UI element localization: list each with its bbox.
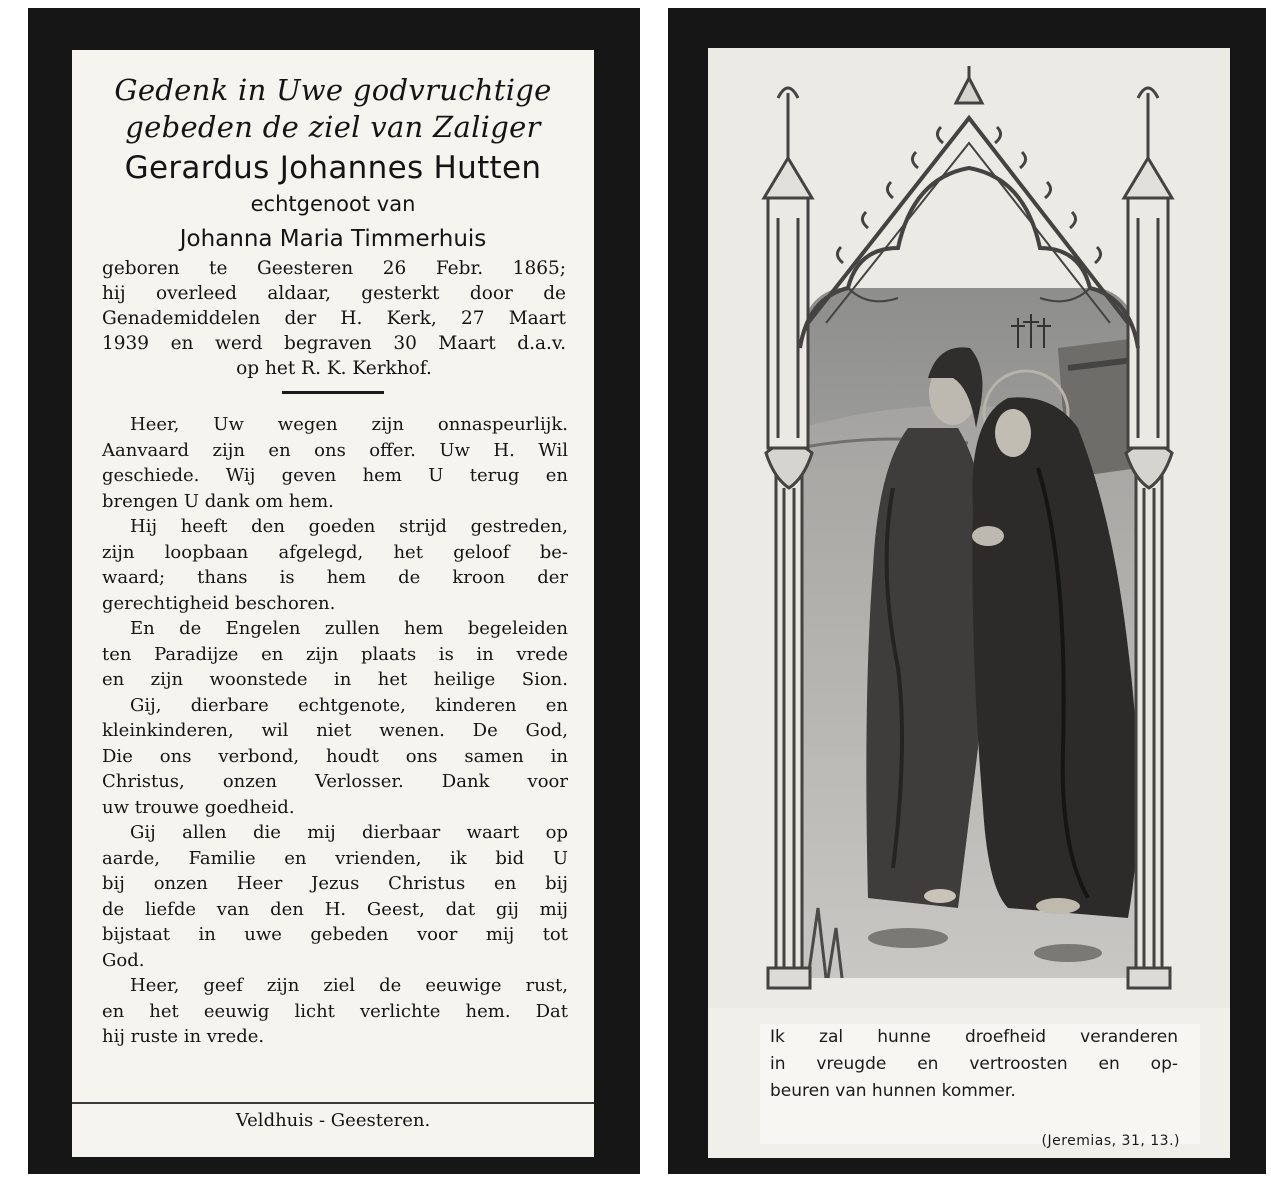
prayer-paragraph <box>102 412 568 514</box>
memorial-card-image-panel <box>708 48 1230 1158</box>
birth-line-2: hij overleed aldaar, gesterkt door de <box>102 283 566 304</box>
birth-line-4: 1939 en werd begraven 30 Maart d.a.v. <box>102 333 566 354</box>
prayer-paragraph <box>102 616 568 693</box>
intro-line-2: gebeden de ziel van Zaliger <box>125 110 541 144</box>
prayer-line: brengen U dank om hem. <box>102 490 334 512</box>
verse-line-3: beuren van hunnen kommer. <box>770 1081 1016 1101</box>
prayer-line: God. <box>102 949 145 971</box>
devotional-illustration <box>708 48 1230 1008</box>
prayer-line: gerechtigheid beschoren. <box>102 592 336 614</box>
prayer-line: aarde, Familie en vrienden, ik bid U <box>102 847 568 869</box>
prayer-line: ten Paradijze en zijn plaats is in vrede <box>102 643 568 665</box>
birth-death-details <box>102 256 566 381</box>
memorial-card-text-panel <box>72 50 594 1157</box>
calvary-crosses-icon <box>1011 314 1051 348</box>
prayer-line: Die ons verbond, houdt ons samen in <box>102 745 568 767</box>
prayer-paragraph <box>102 973 568 1050</box>
prayer-line: kleinkinderen, wil niet wenen. De God, <box>102 720 568 741</box>
prayer-line: Heer, Uw wegen zijn onnaspeurlijk. <box>130 414 568 435</box>
prayer-line: geschiede. Wij geven hem U terug en <box>102 465 568 486</box>
verse-line-2: in vreugde en vertroosten en op- <box>770 1054 1178 1074</box>
memorial-card-image-side <box>668 8 1266 1174</box>
prayer-line: Heer, geef zijn ziel de eeuwige rust, <box>130 975 568 996</box>
prayer-paragraph <box>102 820 568 973</box>
prayer-line: en het eeuwig licht verlichte hem. Dat <box>102 1000 568 1022</box>
prayer-line: Christus, onzen Verlosser. Dank voor <box>102 771 568 792</box>
relation-label: echtgenoot van <box>250 192 416 216</box>
prayer-paragraph <box>102 693 568 821</box>
prayer-line: En de Engelen zullen hem begeleiden <box>130 618 568 639</box>
scripture-verse-box <box>760 1024 1200 1149</box>
memorial-card-text-side <box>28 8 640 1174</box>
divider-rule <box>282 391 384 394</box>
prayer-line: bijstaat in uwe gebeden voor mij tot <box>102 924 568 945</box>
prayer-line: Gij allen die mij dierbaar waart op <box>130 822 568 843</box>
prayer-line: de liefde van den H. Geest, dat gij mij <box>102 898 568 920</box>
spouse-name: Johanna Maria Timmerhuis <box>179 226 487 252</box>
prayer-line: bij onzen Heer Jezus Christus en bij <box>102 873 568 894</box>
prayer-line: hij ruste in vrede. <box>102 1026 265 1047</box>
verse-line-1: Ik zal hunne droefheid veranderen <box>770 1027 1178 1047</box>
prayer-line: en zijn woonstede in het heilige Sion. <box>102 669 568 690</box>
birth-line-3: Genademiddelen der H. Kerk, 27 Maart <box>102 308 566 329</box>
birth-line-1: geboren te Geesteren 26 Febr. 1865; <box>102 258 566 279</box>
printer-divider <box>72 1102 594 1104</box>
printer-credit: Veldhuis - Geesteren. <box>235 1110 431 1131</box>
prayer-line: Gij, dierbare echtgenote, kinderen en <box>130 694 568 716</box>
devotional-illustration-svg <box>708 48 1230 1008</box>
birth-line-5: op het R. K. Kerkhof. <box>236 358 432 379</box>
prayer-line: Hij heeft den goeden strijd gestreden, <box>130 516 568 537</box>
intro-line-1: Gedenk in Uwe godvruchtige <box>114 73 552 107</box>
prayer-text <box>102 412 568 1050</box>
prayer-line: uw trouwe goedheid. <box>102 796 295 818</box>
prayer-paragraph <box>102 514 568 616</box>
verse-reference: (Jeremias, 31, 13.) <box>1041 1133 1180 1149</box>
prayer-line: Aanvaard zijn en ons offer. Uw H. Wil <box>102 439 568 461</box>
deceased-name: Gerardus Johannes Hutten <box>124 150 542 186</box>
prayer-line: waard; thans is hem de kroon der <box>102 567 568 588</box>
prayer-line: zijn loopbaan afgelegd, het geloof be- <box>102 541 568 563</box>
intro-text <box>72 72 594 146</box>
